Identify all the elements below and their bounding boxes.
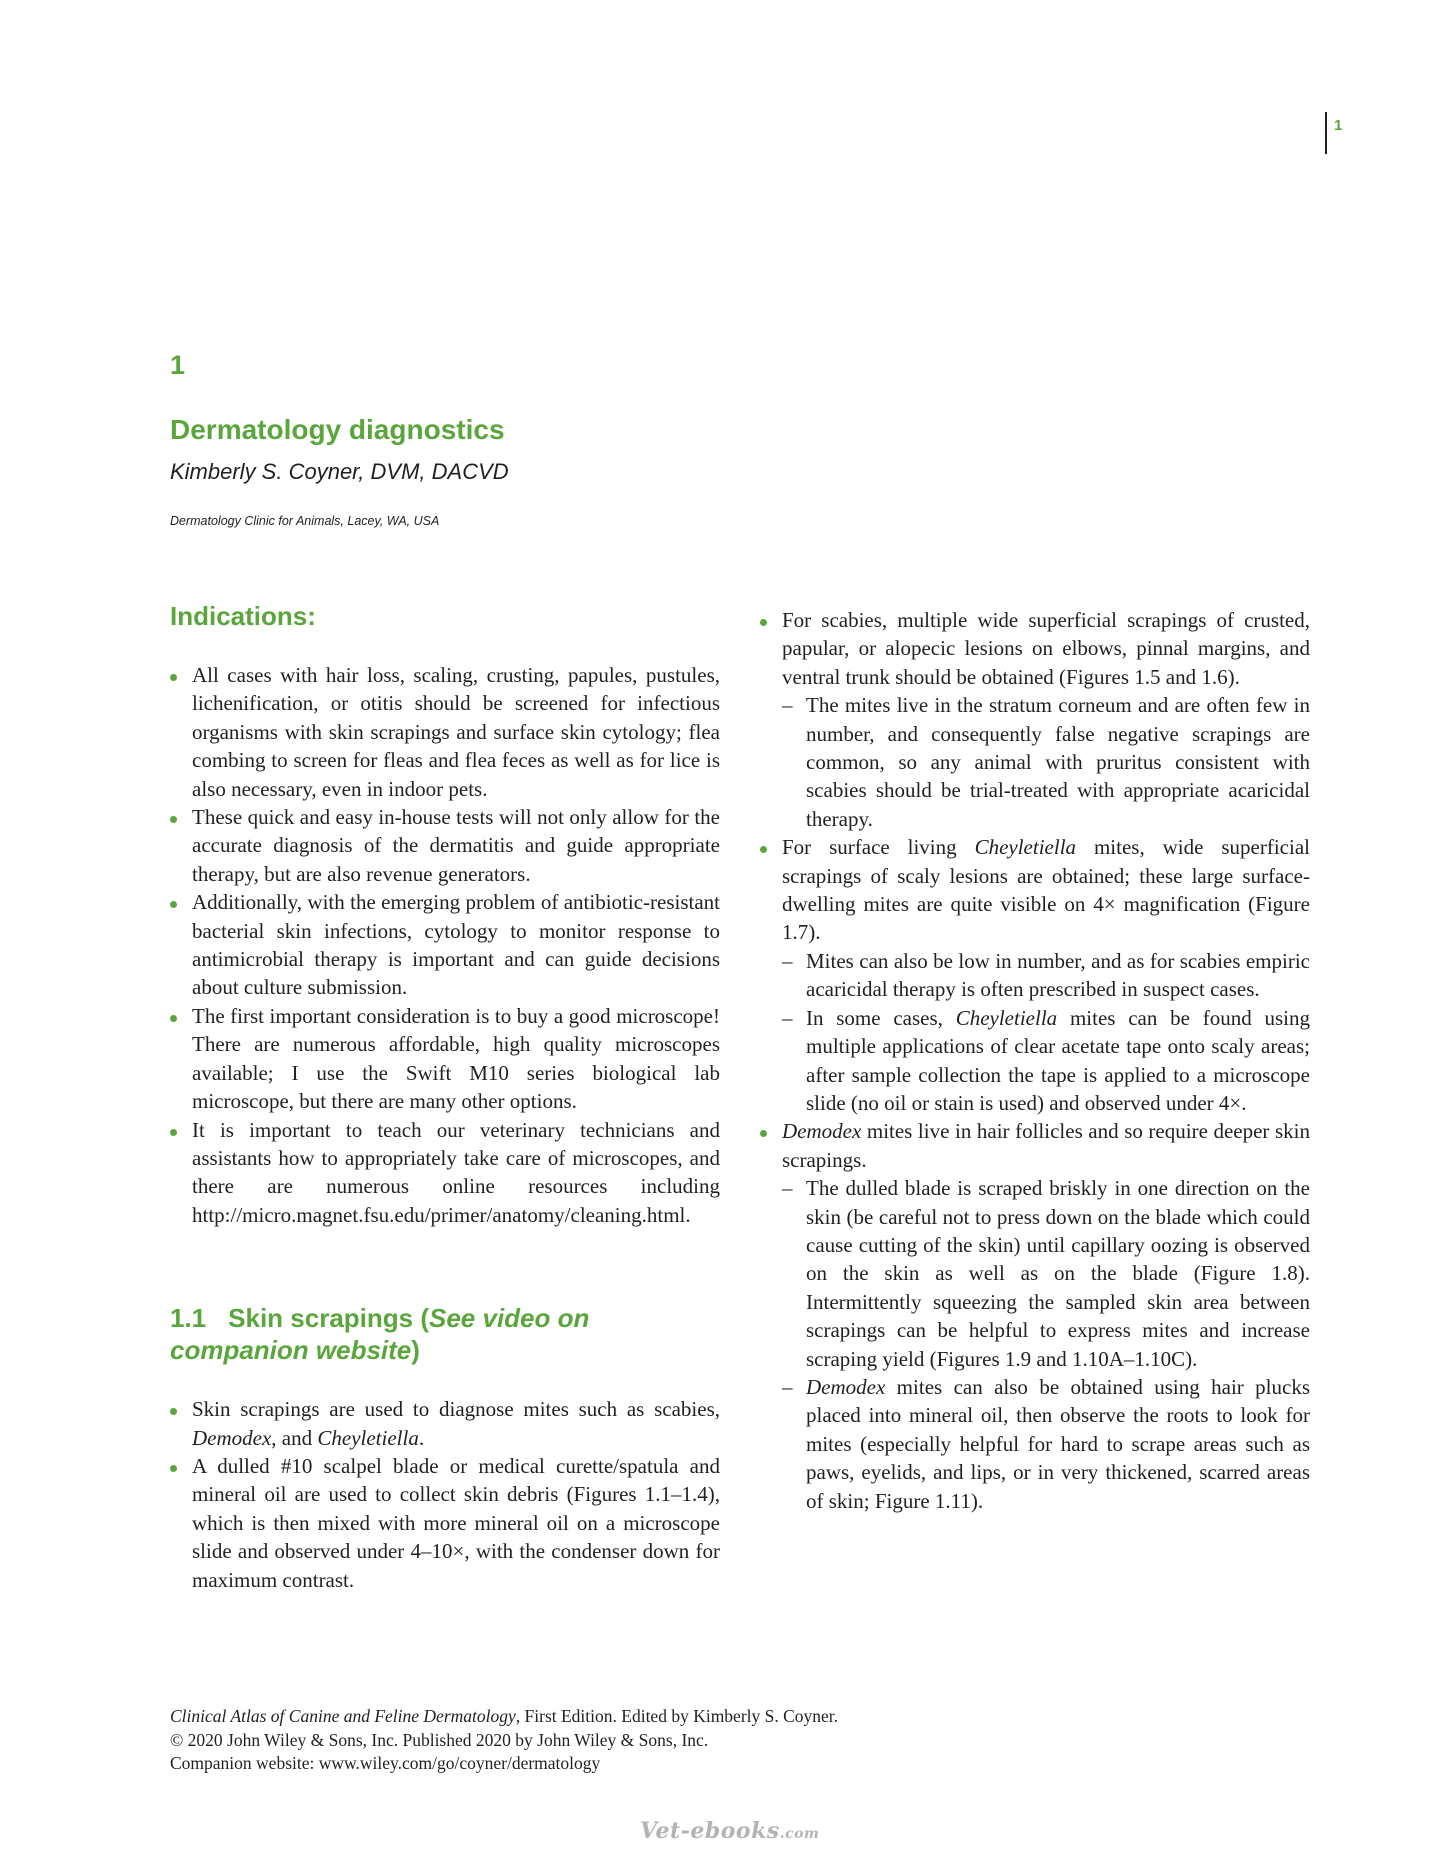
list-item: All cases with hair loss, scaling, crusting, papules, pustules, lichenification, or otitis should be screened for infectious organisms with skin scrapings and surface skin cytology; flea combing to screen for fleas and flea feces as well as for lice is also necessary, even in indoor pets. [170,661,720,803]
page-number: 1 [1334,117,1343,134]
text-run: . [418,1425,425,1450]
footer-line-2: © 2020 John Wiley & Sons, Inc. Published 2020 by John Wiley & Sons, Inc. [170,1729,709,1750]
text-run: mites can be found using multiple applications of clear acetate tape onto scaly areas; after sample collection the tape is applied to a microscope slide (no oil or stain is used) and observed under 4×. [806,1005,1310,1115]
text-run-italic: Demodex [782,1119,862,1144]
list-item: A dulled #10 scalpel blade or medical curette/spatula and mineral oil are used to collect skin debris (Figures 1.1–1.4), which is then mixed with more mineral oil on a microscope slide and observed under 4–10×, with the condenser down for maximum contrast. [170,1452,720,1594]
header-rule [1325,112,1327,154]
sub-list [782,691,1310,833]
section-title-close: ) [411,1335,420,1366]
sub-list-item [782,1373,1310,1515]
text-run: mites live in hair follicles and so require deeper skin scrapings. [782,1119,1310,1172]
author-affiliation: Dermatology Clinic for Animals, Lacey, WA, USA [170,514,440,528]
watermark-suffix: .com [779,1826,820,1842]
text-run-italic: Cheyletiella [974,835,1077,860]
list-item-demodex [760,1117,1310,1515]
mite-techniques-list [760,606,1310,1515]
footer-line-1 [170,1705,838,1729]
watermark-logo [640,1818,819,1844]
sub-list-item: – The mites live in the stratum corneum and are often few in number, and consequently false negative scrapings are common, so any animal with pruritus consistent with scabies should be trial-treated with appropriate acaricidal therapy. [782,691,1310,833]
list-item: The first important consideration is to buy a good microscope! There are numerous affordable, high quality microscopes available; I use the Swift M10 series biological lab microscope, but there are many other options. [170,1002,720,1116]
right-column [760,606,1310,1515]
chapter-number: 1 [170,350,186,380]
text-run-italic: Demodex [806,1374,886,1399]
watermark-text: Vet-ebooks [640,1818,780,1844]
sub-list-item: – Mites can also be low in number, and as for scabies empiric acaricidal therapy is often prescribed in suspect cases. [782,947,1310,1004]
list-item [170,1395,720,1452]
footer-line-3: Companion website: www.wiley.com/go/coyner/dermatology [170,1753,601,1773]
list-item-cheyletiella [760,833,1310,1117]
sub-list [782,1174,1310,1515]
indications-heading: Indications: [170,601,316,631]
indications-list [170,661,720,1229]
text-run: mites, wide superficial scrapings of scaly lesions are obtained; these large surface-dwelling mites are quite visible on 4× magnification (Figure 1.7). [782,835,1310,945]
list-item: It is important to teach our veterinary technicians and assistants how to appropriately take care of microscopes, and there are numerous online resources including http://micro.magnet.fsu.edu/primer/anatomy/cleaning.html. [170,1116,720,1230]
list-item-scabies [760,606,1310,833]
text-run: mites can also be obtained using hair plucks placed into mineral oil, then observe the roots to look for mites (especially helpful for hard to scrape areas such as paws, eyelids, and lips, or in very thickened, scarred areas of skin; Figure 1.11). [806,1374,1310,1513]
section-number: 1.1 [170,1303,207,1334]
book-title: Clinical Atlas of Canine and Feline Dermatology [170,1706,516,1726]
text-run-italic: Demodex [192,1425,272,1450]
section-title-plain: Skin scrapings ( [228,1303,429,1334]
text-run-italic: Cheyletiella [955,1005,1058,1030]
left-column [170,600,720,1594]
text-run: , and [271,1425,318,1450]
list-item: These quick and easy in-house tests will not only allow for the accurate diagnosis of the dermatitis and guide appropriate therapy, but are also revenue generators. [170,803,720,888]
section-title-italic: See video on companion website [170,1303,590,1366]
text-run: In some cases, [806,1005,956,1030]
chapter-author: Kimberly S. Coyner, DVM, DACVD [170,459,509,484]
sub-list [782,947,1310,1117]
chapter-title: Dermatology diagnostics [170,414,505,445]
sub-list-item: – The dulled blade is scraped briskly in one direction on the skin (be careful not to press down on the blade which could cause cutting of the skin) until capillary oozing is observed on the skin as well as on the blade (Figure 1.8). Intermittently squeezing the sampled skin area between scrapings can be helpful to express mites and increase scraping yield (Figures 1.9 and 1.10A–1.10C). [782,1174,1310,1373]
sub-list-item [782,1004,1310,1118]
text-run: For surface living [782,835,975,860]
section-heading-1-1 [170,1302,720,1366]
text-run: For scabies, multiple wide superficial scrapings of crusted, papular, or alopecic lesions on elbows, pinnal margins, and ventral trunk should be obtained (Figures 1.5 and 1.6). [782,608,1310,689]
text-run: , First Edition. Edited by Kimberly S. Coyner. [515,1706,839,1726]
text-run-italic: Cheyletiella [317,1425,419,1450]
text-run: Skin scrapings are used to diagnose mites such as scabies, [192,1397,720,1422]
skin-scrapings-list [170,1395,720,1594]
list-item: Additionally, with the emerging problem of antibiotic-resistant bacterial skin infections, cytology to monitor response to antimicrobial therapy is important and can guide decisions about culture submission. [170,888,720,1002]
copyright-footer [170,1705,838,1776]
